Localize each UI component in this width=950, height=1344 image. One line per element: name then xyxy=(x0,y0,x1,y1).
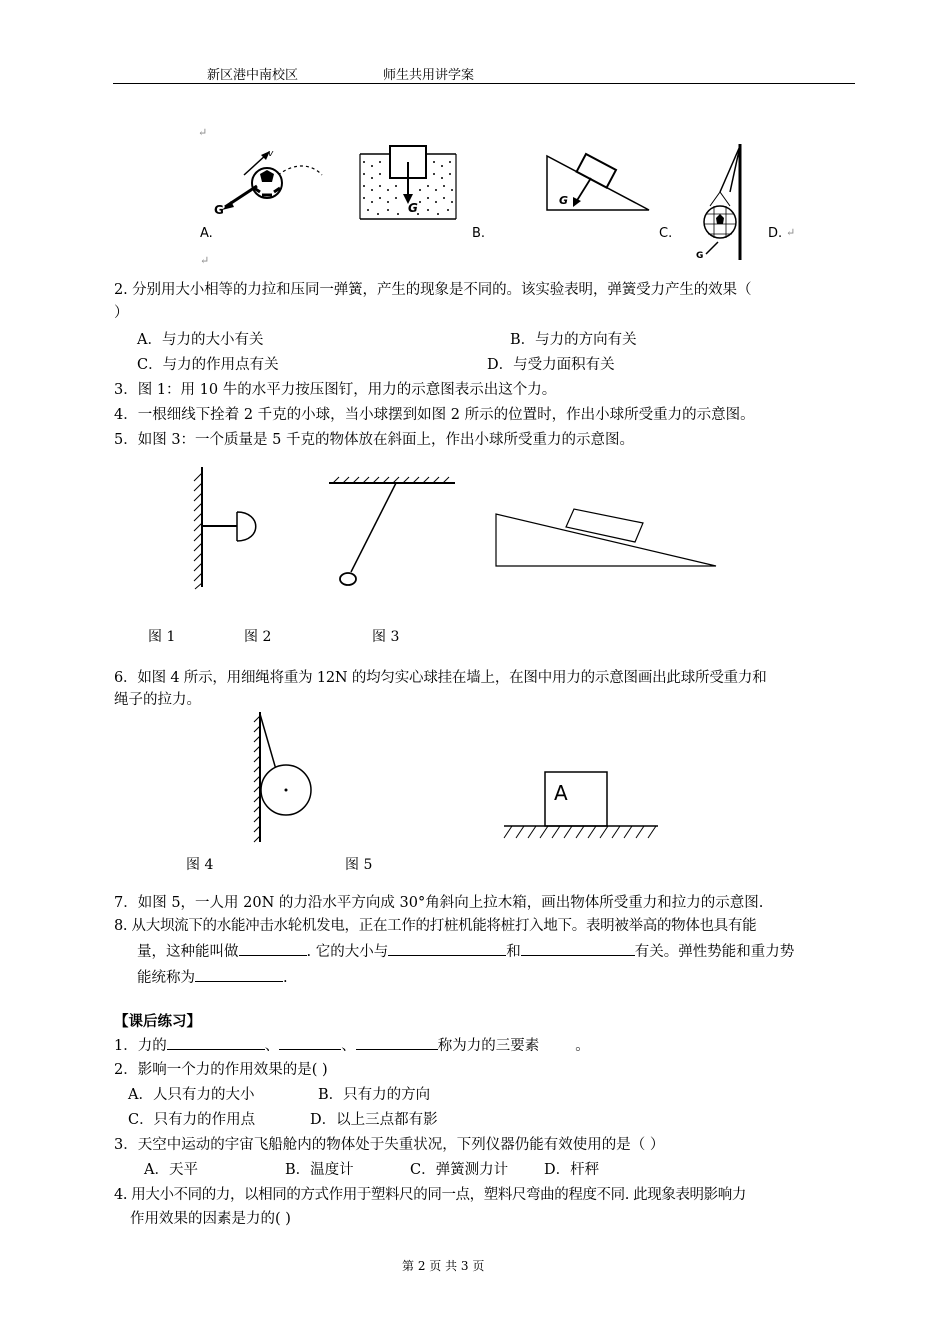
figure-b-block-in-water xyxy=(358,144,458,222)
practice-3-option-c: C．弹簧测力计 xyxy=(410,1162,509,1178)
figure-d-ball-in-net xyxy=(692,144,762,260)
g-label: G xyxy=(214,203,224,217)
p1-text: 。 xyxy=(575,1038,590,1054)
figure-4-ball-on-wall xyxy=(250,710,320,845)
option-d-label: D. xyxy=(768,226,783,241)
header-school: 新区港中南校区 xyxy=(207,68,299,83)
practice-2-option-b: B．只有力的方向 xyxy=(318,1087,431,1103)
question-8-line-1: 8. 从大坝流下的水能冲击水轮机发电，正在工作的打桩机能将桩打入地下。表明被举高的物体也具有能 xyxy=(114,918,757,934)
caption-figure-3: 图 3 xyxy=(372,629,400,645)
question-2-paren: ） xyxy=(114,305,129,321)
caption-figure-4: 图 4 xyxy=(186,857,214,873)
practice-4-line-2: 作用效果的因素是力的( ) xyxy=(130,1211,291,1227)
header-rule xyxy=(113,83,855,84)
header-title: 师生共用讲学案 xyxy=(383,68,475,83)
figure-c-block-on-incline xyxy=(543,152,653,214)
question-6-line-1: 6．如图 4 所示，用细绳将重为 12N 的均匀实心球挂在墙上，在图中用力的示意图画出此球所受重力和 xyxy=(114,670,767,686)
answer-blank[interactable] xyxy=(239,941,307,956)
answer-blank[interactable] xyxy=(521,941,635,956)
q8-text: . xyxy=(283,970,288,986)
practice-3-option-d: D．杆秤 xyxy=(544,1162,600,1178)
question-2-option-b: B．与力的方向有关 xyxy=(510,332,637,348)
figure-2-pendulum xyxy=(325,475,460,590)
practice-3: 3．天空中运动的宇宙飞船舱内的物体处于失重状况，下列仪器仍能有效使用的是（ ） xyxy=(114,1137,665,1153)
question-2: 2. 分别用大小相等的力拉和压同一弹簧，产生的现象是不同的。该实验表明，弹簧受力产生的效果（ xyxy=(114,282,752,298)
figure-a-football xyxy=(200,140,330,230)
question-2-option-a: A．与力的大小有关 xyxy=(137,332,264,348)
q8-text: . 它的大小与 xyxy=(306,944,389,960)
q8-text: 和 xyxy=(506,944,521,960)
figure-5-box-on-ground xyxy=(502,770,660,842)
question-4: 4．一根细线下拴着 2 千克的小球，当小球摆到如图 2 所示的位置时，作出小球所受重力的示意图。 xyxy=(114,407,755,423)
answer-blank[interactable] xyxy=(279,1035,341,1050)
question-8-line-3 xyxy=(137,966,288,987)
option-a-label: A. xyxy=(200,226,213,241)
question-5: 5．如图 3：一个质量是 5 千克的物体放在斜面上，作出小球所受重力的示意图。 xyxy=(114,432,635,448)
q8-text: 有关。弹性势能和重力势 xyxy=(634,944,795,960)
q8-text: 量，这种能叫做 xyxy=(137,944,239,960)
question-2-option-d: D．与受力面积有关 xyxy=(487,357,615,373)
answer-blank[interactable] xyxy=(195,967,283,982)
practice-3-option-b: B．温度计 xyxy=(285,1162,354,1178)
return-mark-icon: ↵ xyxy=(198,126,208,139)
g-label: G xyxy=(408,201,418,215)
return-mark-icon: ↵ xyxy=(786,226,796,239)
practice-2: 2．影响一个力的作用效果的是( ) xyxy=(114,1062,328,1078)
practice-1 xyxy=(114,1034,590,1055)
option-c-label: C. xyxy=(659,226,673,241)
option-b-label: B. xyxy=(472,226,486,241)
figure-1-pushpin xyxy=(180,465,260,590)
v-label: v xyxy=(268,149,274,159)
section-heading: 【课后练习】 xyxy=(114,1013,201,1030)
answer-blank[interactable] xyxy=(388,941,506,956)
g-label: G xyxy=(559,194,569,207)
page-footer: 第 2 页 共 3 页 xyxy=(402,1259,485,1273)
q8-text: 能统称为 xyxy=(137,970,195,986)
caption-figure-5: 图 5 xyxy=(345,857,373,873)
caption-figure-1: 图 1 xyxy=(148,629,176,645)
answer-blank[interactable] xyxy=(356,1035,438,1050)
p1-text: 、 xyxy=(264,1038,280,1054)
practice-4-line-1: 4. 用大小不同的力，以相同的方式作用于塑料尺的同一点，塑料尺弯曲的程度不同. 此现象表明影响力 xyxy=(114,1187,746,1203)
p1-text: 称为力的三要素 xyxy=(437,1038,540,1054)
answer-blank[interactable] xyxy=(167,1035,265,1050)
box-label: A xyxy=(554,781,568,805)
return-mark-icon: ↵ xyxy=(200,254,210,267)
practice-2-option-d: D．以上三点都有影 xyxy=(310,1112,438,1128)
practice-2-option-c: C．只有力的作用点 xyxy=(128,1112,256,1128)
p1-text: 1．力的 xyxy=(114,1038,167,1054)
question-2-option-c: C．与力的作用点有关 xyxy=(137,357,279,373)
question-6-line-2: 绳子的拉力。 xyxy=(114,692,201,708)
question-7: 7．如图 5，一人用 20N 的力沿水平方向成 30°角斜向上拉木箱，画出物体所受重力和拉力的示意图. xyxy=(114,895,764,911)
caption-figure-2: 图 2 xyxy=(244,629,272,645)
figure-3-block-on-incline xyxy=(494,506,719,568)
practice-3-option-a: A．天平 xyxy=(144,1162,198,1178)
g-label: G xyxy=(696,251,704,261)
p1-text: 、 xyxy=(341,1038,356,1054)
practice-2-option-a: A．人只有力的大小 xyxy=(128,1087,255,1103)
question-8-line-2 xyxy=(137,940,794,961)
question-3: 3．图 1：用 10 牛的水平力按压图钉，用力的示意图表示出这个力。 xyxy=(114,382,557,398)
